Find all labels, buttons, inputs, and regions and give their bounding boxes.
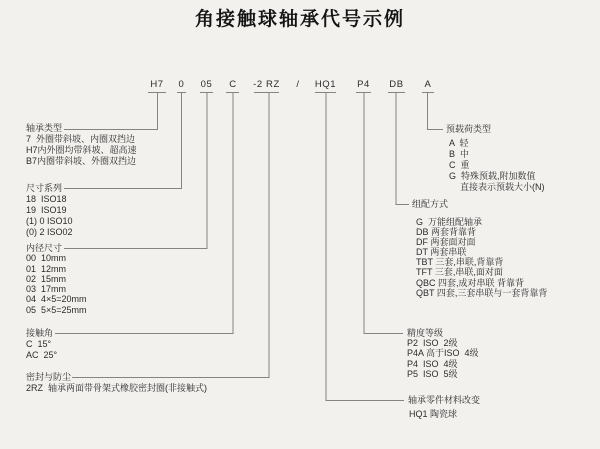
list-item: TBT 三套,串联,背靠背	[416, 257, 504, 268]
section-label: 内径尺寸	[26, 243, 63, 253]
connector-a-preload	[428, 93, 444, 130]
section-bore-diameter	[26, 243, 87, 315]
list-item: 00 10mm	[26, 253, 67, 264]
section-contact-angle	[26, 328, 57, 361]
section-preload-type-label: 预载荷类型	[446, 124, 492, 134]
connector-db-arrangement	[396, 93, 409, 205]
list-item: QBT 四套,三套串联与一套背靠背	[416, 287, 548, 298]
list-item: G 万能组配轴承	[416, 217, 483, 227]
list-item: DF 两套面对面	[416, 237, 476, 248]
code-token-0: 0	[178, 79, 185, 90]
list-item: 18 ISO18	[26, 193, 67, 204]
connector-hq1-material	[326, 93, 404, 401]
list-item: 05 5×5=25mm	[26, 304, 87, 315]
code-token-p4: P4	[357, 79, 370, 90]
list-item: 01 12mm	[26, 263, 67, 274]
section-material-items	[409, 409, 457, 420]
code-token-h7: H7	[150, 79, 164, 90]
code-token-slash: /	[296, 79, 300, 90]
list-item: G 特殊预载,附加数值	[449, 171, 536, 181]
list-item: 19 ISO19	[26, 204, 67, 215]
list-item: C 15°	[26, 339, 52, 349]
list-item: P5 ISO 5级	[407, 368, 458, 379]
section-arrangement-items	[416, 217, 547, 298]
list-item: QBC 四套,成对串联 背靠背	[416, 277, 525, 288]
list-item: 03 17mm	[26, 284, 67, 295]
section-label: 尺寸系列	[26, 183, 63, 193]
code-token-c: C	[229, 79, 237, 90]
section-precision-label: 精度等级	[407, 328, 444, 338]
section-arrangement-label: 组配方式	[412, 199, 449, 209]
code-token-db: DB	[389, 79, 404, 90]
list-item: (0) 2 ISO02	[26, 226, 73, 237]
connector-05-bore	[64, 93, 207, 249]
list-item: P4 ISO 4级	[407, 358, 458, 369]
connector-p4-precision	[364, 93, 403, 334]
section-preload-type-items	[449, 138, 545, 193]
code-token-a: A	[424, 79, 432, 90]
list-item: 直接表示预载大小(N)	[460, 182, 545, 192]
list-item: DT 两套串联	[416, 247, 467, 258]
section-label: 接触角	[26, 328, 54, 338]
list-item: H7内外圈均带斜坡、超高速	[26, 145, 137, 155]
list-item: AC 25°	[26, 350, 58, 360]
list-item: B 中	[449, 149, 470, 159]
list-item: P4A 高于ISO 4级	[407, 348, 479, 359]
page-title: 角接触球轴承代号示例	[194, 9, 405, 30]
list-item: 02 15mm	[26, 273, 67, 284]
list-item: HQ1 陶瓷球	[409, 409, 458, 419]
section-label: 轴承类型	[26, 123, 63, 133]
list-item: 04 4×5=20mm	[26, 294, 87, 305]
code-token-05: 05	[200, 79, 213, 90]
list-item: DB 两套背靠背	[416, 227, 477, 238]
list-item: TFT 三套,串联,面对面	[416, 267, 503, 278]
section-bearing-type	[26, 123, 137, 167]
list-item: A 轻	[449, 138, 469, 148]
section-precision-items	[407, 338, 479, 379]
list-item: P2 ISO 2级	[407, 338, 458, 348]
list-item: 7 外圈带斜坡、内圈双挡边	[26, 134, 136, 144]
section-dimension-series	[26, 183, 73, 238]
list-item: 2RZ 轴承两面带骨架式橡胶密封圈(非接触式)	[26, 383, 207, 393]
list-item: (1) 0 ISO10	[26, 215, 73, 226]
section-material-label: 轴承零件材料改变	[408, 395, 481, 405]
list-item: B7内圈带斜坡、外圈双挡边	[26, 156, 137, 166]
code-token-hq1: HQ1	[314, 79, 337, 90]
section-sealing	[26, 372, 207, 394]
list-item: C 重	[449, 160, 470, 170]
section-label: 密封与防尘	[26, 372, 72, 382]
code-token-2rz: -2 RZ	[253, 79, 280, 90]
